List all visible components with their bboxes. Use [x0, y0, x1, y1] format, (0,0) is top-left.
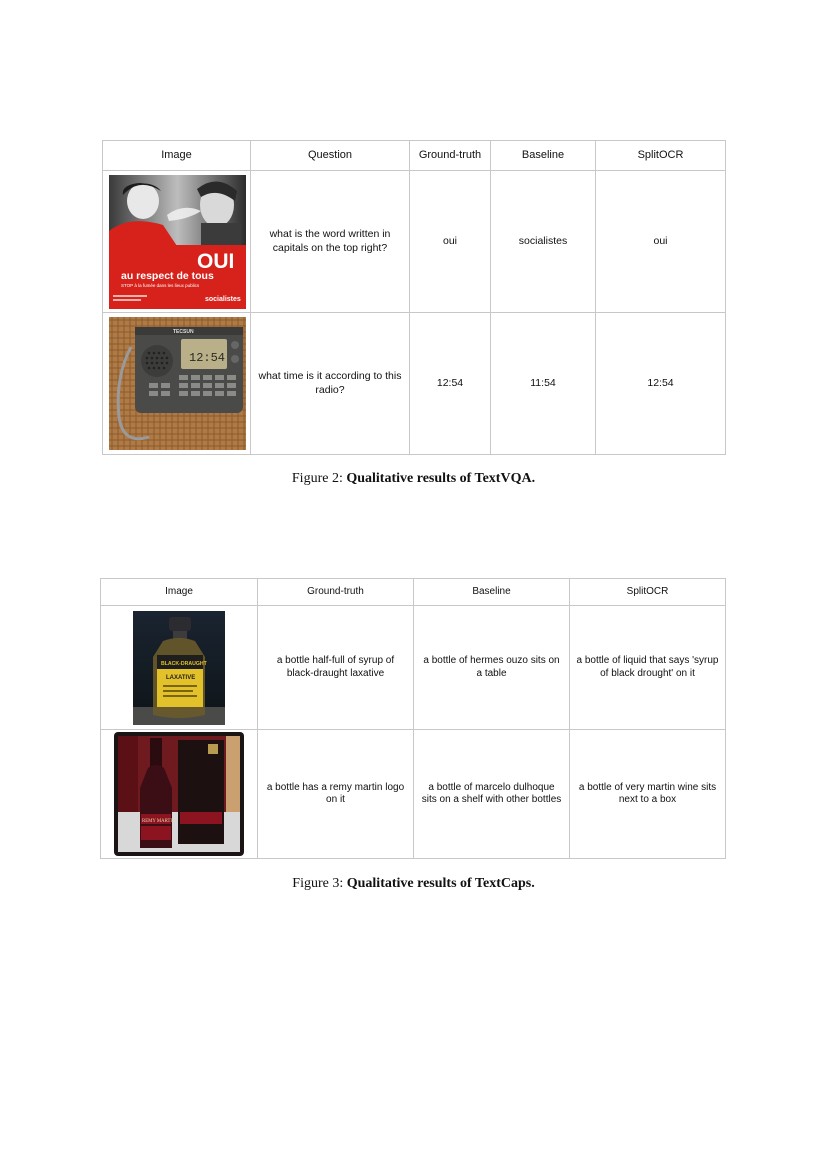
table-row [103, 313, 726, 455]
caption-title: Qualitative results of TextVQA. [346, 471, 536, 486]
bottle-label-text: BLACK-DRAUGHT [161, 660, 207, 667]
ground-truth-cell: a bottle half-full of syrup of black-draught laxative [258, 606, 414, 730]
ground-truth-cell: 12:54 [410, 313, 491, 455]
caption-title: Qualitative results of TextCaps. [346, 876, 535, 891]
figure2-table [102, 140, 726, 455]
header-splitocr: SplitOCR [596, 141, 726, 171]
header-image: Image [101, 579, 258, 606]
bottle-image [133, 611, 225, 725]
radio-display: 12:54 [189, 351, 226, 365]
splitocr-cell: a bottle of very martin wine sits next to a box [570, 730, 726, 859]
table-row [101, 606, 726, 730]
image-cell [103, 313, 251, 455]
poster-text-subtitle: au respect de tous [121, 269, 214, 282]
poster-image [109, 175, 246, 309]
cognac-label-text: REMY MARTIN [142, 819, 176, 824]
question-cell: what time is it according to this radio? [251, 313, 410, 455]
bottle-label-text2: LAXATIVE [166, 674, 196, 681]
splitocr-cell: 12:54 [596, 313, 726, 455]
image-cell [103, 171, 251, 313]
baseline-cell: 11:54 [491, 313, 596, 455]
table-row [103, 171, 726, 313]
header-question: Question [251, 141, 410, 171]
header-baseline: Baseline [491, 141, 596, 171]
cognac-image [114, 732, 244, 856]
header-splitocr: SplitOCR [570, 579, 726, 606]
caption-prefix: Figure 2: [291, 471, 343, 486]
splitocr-cell: oui [596, 171, 726, 313]
figure2-caption [0, 471, 827, 487]
header-image: Image [103, 141, 251, 171]
header-baseline: Baseline [414, 579, 570, 606]
radio-image [109, 317, 246, 450]
figure3-table [100, 578, 726, 859]
table-header-row [101, 579, 726, 606]
poster-text-small: STOP à la fumée dans les lieux publics [121, 282, 200, 288]
question-cell: what is the word written in capitals on the top right? [251, 171, 410, 313]
poster-text-logo: socialistes [205, 295, 241, 303]
image-cell [101, 730, 258, 859]
table-row [101, 730, 726, 859]
radio-brand: TECSUN [173, 329, 194, 335]
baseline-cell: a bottle of marcelo dulhoque sits on a shelf with other bottles [414, 730, 570, 859]
header-ground-truth: Ground-truth [410, 141, 491, 171]
table-header-row [103, 141, 726, 171]
ground-truth-cell: oui [410, 171, 491, 313]
image-cell [101, 606, 258, 730]
baseline-cell: a bottle of hermes ouzo sits on a table [414, 606, 570, 730]
poster-text-oui: OUI [197, 249, 235, 273]
baseline-cell: socialistes [491, 171, 596, 313]
header-ground-truth: Ground-truth [258, 579, 414, 606]
ground-truth-cell: a bottle has a remy martin logo on it [258, 730, 414, 859]
figure3-caption [0, 876, 827, 892]
caption-prefix: Figure 3: [292, 876, 344, 891]
splitocr-cell: a bottle of liquid that says 'syrup of black drought' on it [570, 606, 726, 730]
